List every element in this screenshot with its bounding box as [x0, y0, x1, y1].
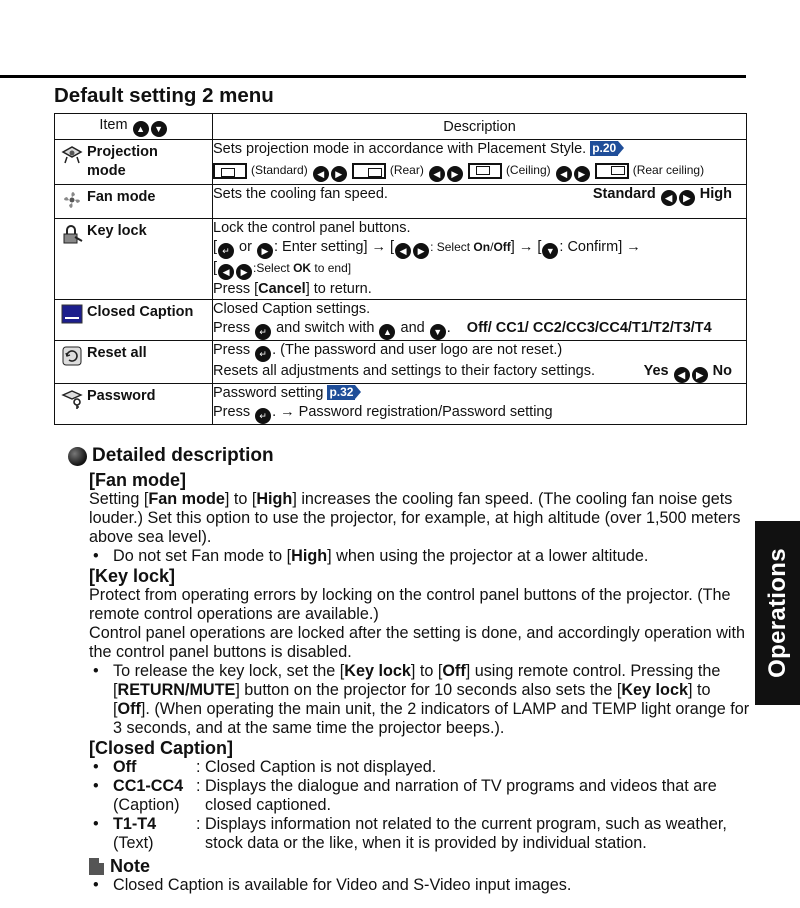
reset-options: Yes ◀ ▶ No	[644, 362, 732, 383]
key-lock-bullet: • To release the key lock, set the [Key lock] to [Off] using remote control. Pressing the [RETURN/MUTE] button on the projector for 10 seconds also sets the [Key lock] to [Off]. (When operating the main unit, the 2 indicators of LAMP and TEMP light orange for 3 seconds, and at the same time the projector beeps.).	[89, 662, 751, 738]
left-button-icon: ◀	[556, 166, 572, 182]
table-row-closed-caption: Closed Caption Closed Caption settings. Press ↵ and switch with ▲ and ▼ . Off/ CC1/ CC2/CC3/CC4/T1/T2/T3/T4	[55, 300, 747, 341]
item-label-fan-mode: Fan mode	[87, 189, 156, 205]
reset-icon	[57, 345, 87, 371]
down-button-icon: ▼	[430, 324, 446, 340]
left-button-icon: ◀	[218, 264, 234, 280]
header-item: Item ▲ ▼	[55, 114, 213, 140]
caption-def-text: • T1-T4 (Text) : Displays information not related to the current program, such as weather, stock data or the like, when it is provided by individual station.	[89, 815, 751, 853]
rear-projection-icon	[352, 163, 386, 179]
right-button-icon: ▶	[574, 166, 590, 182]
caption-def-off: • Off : Closed Caption is not displayed.	[89, 758, 751, 777]
enter-button-icon: ↵	[255, 408, 271, 424]
left-button-icon: ◀	[313, 166, 329, 182]
page-ref-20: p.20	[592, 141, 617, 155]
caption-def-cc: • CC1-CC4 (Caption) : Displays the dialogue and narration of TV programs and videos that are closed captioned.	[89, 777, 751, 815]
note-icon	[89, 858, 104, 875]
standard-projection-icon	[213, 163, 247, 179]
fan-mode-paragraph: Setting [Fan mode] to [High] increases the cooling fan speed. (The cooling fan noise gets louder.) Set this option to use the projector, for example, at high altitude (over 1,500 meters above sea level).	[89, 490, 741, 546]
left-button-icon: ◀	[395, 243, 411, 259]
right-button-icon: ▶	[692, 367, 708, 383]
closed-caption-icon	[57, 304, 87, 330]
header-description: Description	[213, 114, 747, 140]
down-button-icon: ▼	[151, 121, 167, 137]
right-button-icon: ▶	[679, 190, 695, 206]
enter-button-icon: ↵	[255, 346, 271, 362]
key-lock-subheading: [Key lock]	[89, 566, 176, 586]
right-button-icon: ▶	[331, 166, 347, 182]
table-row-password: Password Password setting p.32 Press ↵ . → Password registration/Password setting	[55, 384, 747, 425]
bullet-ball-icon	[68, 447, 87, 466]
page-title: Default setting 2 menu	[54, 84, 274, 107]
projection-description: Sets projection mode in accordance with Placement Style.	[213, 141, 587, 157]
right-button-icon: ▶	[257, 243, 273, 259]
enter-button-icon: ↵	[218, 243, 234, 259]
right-button-icon: ▶	[236, 264, 252, 280]
right-button-icon: ▶	[447, 166, 463, 182]
up-button-icon: ▲	[379, 324, 395, 340]
table-header-row	[55, 114, 747, 140]
item-label-closed-caption: Closed Caption	[87, 304, 194, 320]
page-ref-32: p.32	[329, 385, 354, 399]
left-button-icon: ◀	[661, 190, 677, 206]
top-rule	[0, 75, 746, 78]
key-lock-paragraph-1: Protect from operating errors by locking on the control panel buttons of the projector. (The remote control operations are available.)	[89, 586, 731, 623]
detailed-description-heading: Detailed description	[68, 445, 274, 467]
fan-options: Standard ◀ ▶ High	[593, 185, 732, 206]
down-button-icon: ▼	[542, 243, 558, 259]
item-label-mode: mode	[87, 163, 126, 179]
settings-table	[54, 113, 747, 425]
item-label-password: Password	[87, 388, 156, 404]
up-button-icon: ▲	[133, 121, 149, 137]
enter-button-icon: ↵	[255, 324, 271, 340]
left-button-icon: ◀	[429, 166, 445, 182]
fan-mode-subheading: [Fan mode]	[89, 470, 186, 490]
caption-options: Off/ CC1/ CC2/CC3/CC4/T1/T2/T3/T4	[466, 320, 712, 336]
fan-icon	[57, 189, 87, 215]
table-row-reset-all: Reset all Press ↵ . (The password and user logo are not reset.) Resets all adjustments and settings to their factory settings. Yes ◀ ▶ No	[55, 341, 747, 384]
note-bullet: • Closed Caption is available for Video and S-Video input images.	[89, 876, 751, 895]
table-row-key-lock: Key lock Lock the control panel buttons. [ ↵ or ▶ : Enter setting] → [ ◀ ▶ : Select On/Off] → [ ▼ : Confirm] → [ ◀ ▶ :Select OK to end] Press [Cancel] to return.	[55, 219, 747, 300]
item-label-key-lock: Key lock	[87, 223, 147, 239]
password-icon	[57, 388, 87, 414]
closed-caption-subheading: [Closed Caption]	[89, 738, 233, 758]
operations-side-tab: Operations	[755, 521, 800, 705]
left-button-icon: ◀	[674, 367, 690, 383]
projection-icon	[57, 144, 87, 170]
rear-ceiling-projection-icon	[595, 163, 629, 179]
right-button-icon: ▶	[413, 243, 429, 259]
ceiling-projection-icon	[468, 163, 502, 179]
table-row-projection: Projection mode Sets projection mode in accordance with Placement Style. p.20 (Standard) ◀ ▶ (Rear) ◀ ▶ (Ceiling) ◀ ▶ (Rear ceiling)	[55, 140, 747, 185]
lock-icon	[57, 223, 87, 249]
fan-mode-bullet: • Do not set Fan mode to [High] when using the projector at a lower altitude.	[89, 547, 751, 566]
fan-mode-section	[89, 471, 751, 895]
item-label-projection: Projection	[87, 144, 158, 160]
fan-description: Sets the cooling fan speed.	[213, 186, 388, 202]
note-heading: Note	[89, 857, 751, 876]
key-lock-paragraph-2: Control panel operations are locked after the setting is done, and accordingly operation with the control panel buttons is disabled.	[89, 624, 745, 661]
item-label-reset-all: Reset all	[87, 345, 147, 361]
table-row-fan-mode	[55, 185, 747, 219]
